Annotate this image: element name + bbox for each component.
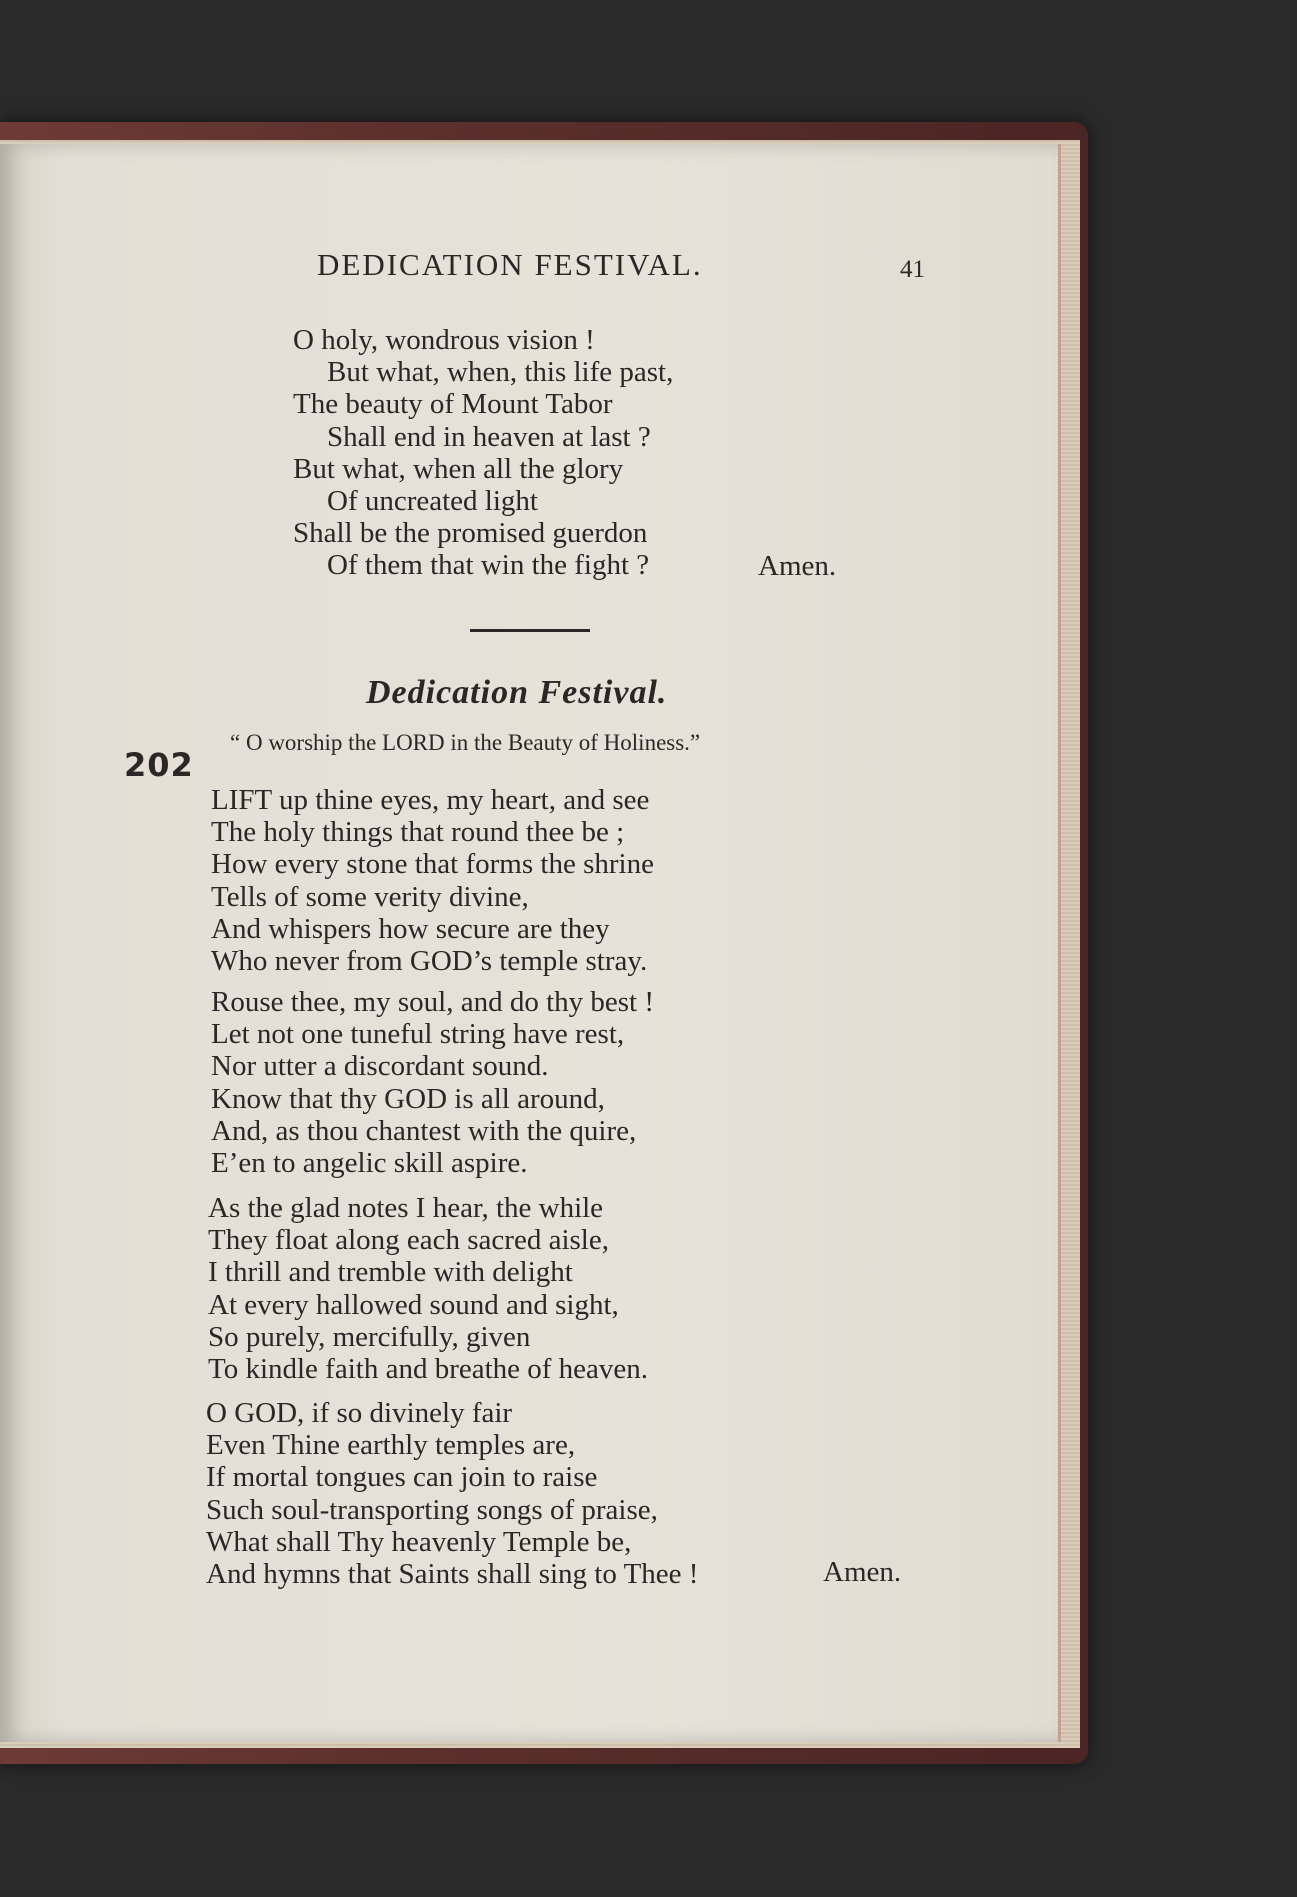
stanza-1 bbox=[211, 784, 654, 977]
verse-line: Of them that win the fight ? bbox=[327, 549, 650, 582]
hymn-number: 202 bbox=[124, 746, 194, 784]
verse-line: And whispers how secure are they bbox=[211, 912, 610, 945]
verse-line: Know that thy GOD is all around, bbox=[211, 1082, 605, 1115]
verse-line: At every hallowed sound and sight, bbox=[208, 1288, 619, 1321]
amen-top: Amen. bbox=[758, 550, 837, 582]
verse-line: If mortal tongues can join to raise bbox=[206, 1461, 598, 1494]
verse-line: Nor utter a discordant sound. bbox=[211, 1050, 549, 1083]
verse-line: Such soul-transporting songs of praise, bbox=[206, 1493, 658, 1526]
verse-line: Even Thine earthly temples are, bbox=[206, 1429, 576, 1462]
verse-line: Who never from GOD’s temple stray. bbox=[211, 945, 648, 978]
verse-line: But what, when all the glory bbox=[293, 452, 624, 485]
stanza-3 bbox=[208, 1192, 648, 1385]
verse-line: Shall be the promised guerdon bbox=[293, 517, 648, 550]
page-number: 41 bbox=[900, 256, 925, 283]
verse-line: Tells of some verity divine, bbox=[211, 880, 529, 913]
verse-line: O GOD, if so divinely fair bbox=[206, 1397, 513, 1429]
running-head: DEDICATION FESTIVAL. bbox=[317, 247, 703, 282]
verse-line: LIFT up thine eyes, my heart, and see bbox=[211, 784, 650, 816]
book-page bbox=[0, 144, 1061, 1742]
verse-line: O holy, wondrous vision ! bbox=[293, 324, 595, 356]
verse-line: What shall Thy heavenly Temple be, bbox=[206, 1525, 632, 1558]
verse-line: Let not one tuneful string have rest, bbox=[211, 1018, 625, 1051]
verse-line: But what, when, this life past, bbox=[327, 356, 674, 389]
verse-line: So purely, mercifully, given bbox=[208, 1320, 531, 1353]
hymn-title: Dedication Festival. bbox=[366, 674, 668, 711]
epigraph: “ O worship the LORD in the Beauty of Holiness.” bbox=[230, 730, 701, 755]
verse-line: As the glad notes I hear, the while bbox=[208, 1192, 604, 1224]
verse-line: I thrill and tremble with delight bbox=[208, 1256, 573, 1289]
stanza-4 bbox=[206, 1397, 698, 1590]
verse-line: Shall end in heaven at last ? bbox=[327, 420, 651, 453]
verse-line: And hymns that Saints shall sing to Thee ! bbox=[206, 1558, 699, 1591]
verse-line: To kindle faith and breathe of heaven. bbox=[208, 1353, 649, 1386]
verse-line: And, as thou chantest with the quire, bbox=[211, 1114, 637, 1147]
verse-line: The holy things that round thee be ; bbox=[211, 816, 625, 849]
verse-line: How every stone that forms the shrine bbox=[211, 848, 654, 881]
top-stanza bbox=[293, 324, 673, 582]
verse-line: The beauty of Mount Tabor bbox=[293, 388, 613, 421]
verse-line: Of uncreated light bbox=[327, 485, 538, 518]
section-divider bbox=[470, 629, 590, 632]
verse-line: E’en to angelic skill aspire. bbox=[211, 1147, 528, 1180]
verse-line: Rouse thee, my soul, and do thy best ! bbox=[211, 986, 655, 1018]
stanza-2 bbox=[211, 986, 654, 1179]
verse-line: They float along each sacred aisle, bbox=[208, 1224, 609, 1257]
amen-bottom: Amen. bbox=[823, 1556, 902, 1588]
